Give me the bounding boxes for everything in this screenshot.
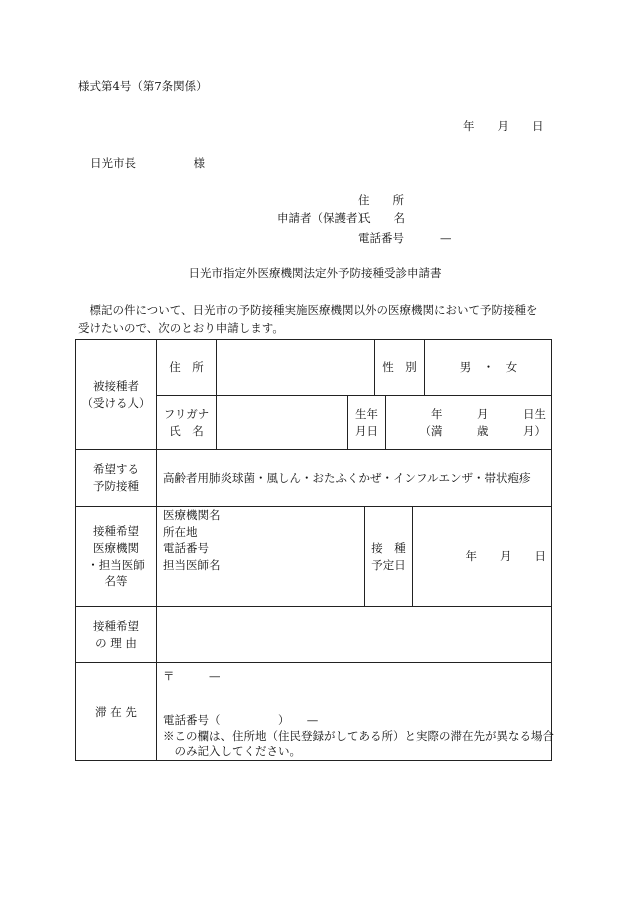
vaccinee-address-field[interactable] [217,340,374,395]
scheduled-date-label: 接 種 予定日 [371,540,406,572]
birthdate-field[interactable]: 年 月 日生 （満 歳 月） [419,406,546,438]
institution-fields[interactable] [163,507,363,606]
application-table [75,339,552,761]
doctor-name-label: 担当医師名 [163,558,221,573]
stay-note-line-2: のみ記入してください。 [163,744,301,758]
reason-field[interactable] [157,607,552,662]
stay-note-line-1: ※この欄は、住所地（住民登録がしてある所）と実際の滞在先が異なる場合 [163,729,554,743]
applicant-name-label: 氏 名 [359,211,405,225]
vaccinee-name-field[interactable] [217,396,347,449]
stay-phone[interactable]: 電話番号（ ） — [163,713,319,727]
intro-line-2: 受けたいので、次のとおり申請します。 [78,321,284,335]
vaccinee-address-label: 住 所 [169,360,204,375]
sex-label: 性 別 [382,360,417,375]
intro-line-1: 標記の件について、日光市の予防接種実施医療機関以外の医療機関において予防接種を [78,303,538,317]
reason-label: 接種希望 の 理 由 [93,618,139,650]
vaccine-type-label: 希望する 予防接種 [93,462,139,493]
birthdate-label: 生年 月日 [355,406,378,438]
vaccine-options[interactable]: 高齢者用肺炎球菌・風しん・おたふくかぜ・インフルエンザ・帯状疱疹 [163,470,531,485]
institution-name-label: 医療機関名 [163,508,221,522]
scheduled-date-field[interactable]: 年 月 日 [465,549,546,564]
applicant-address-label: 住 所 [358,193,404,207]
applicant-phone-label: 電話番号 [358,231,404,245]
addressee: 日光市長 様 [90,156,205,170]
submission-date: 年 月 日 [463,119,544,133]
document-title: 日光市指定外医療機関法定外予防接種受診申請書 [188,266,442,280]
vaccinee-name-label: フリガナ 氏 名 [163,406,210,438]
sex-options[interactable]: 男 ・ 女 [459,360,518,375]
stay-location-label: 滞 在 先 [95,704,137,719]
form-number: 様式第4号（第7条関係） [78,79,208,93]
institution-location-label: 所在地 [163,524,198,539]
institution-phone-label: 電話番号 [163,541,209,556]
applicant-phone-dash: — [440,231,452,245]
applicant-role-label: 申請者（保護者） [277,211,369,225]
institution-label: 接種希望 医療機関 ・担当医師 名等 [87,524,145,589]
stay-postal-code[interactable]: 〒 — [163,669,221,683]
vaccinee-label: 被接種者 （受ける人） [81,378,151,410]
